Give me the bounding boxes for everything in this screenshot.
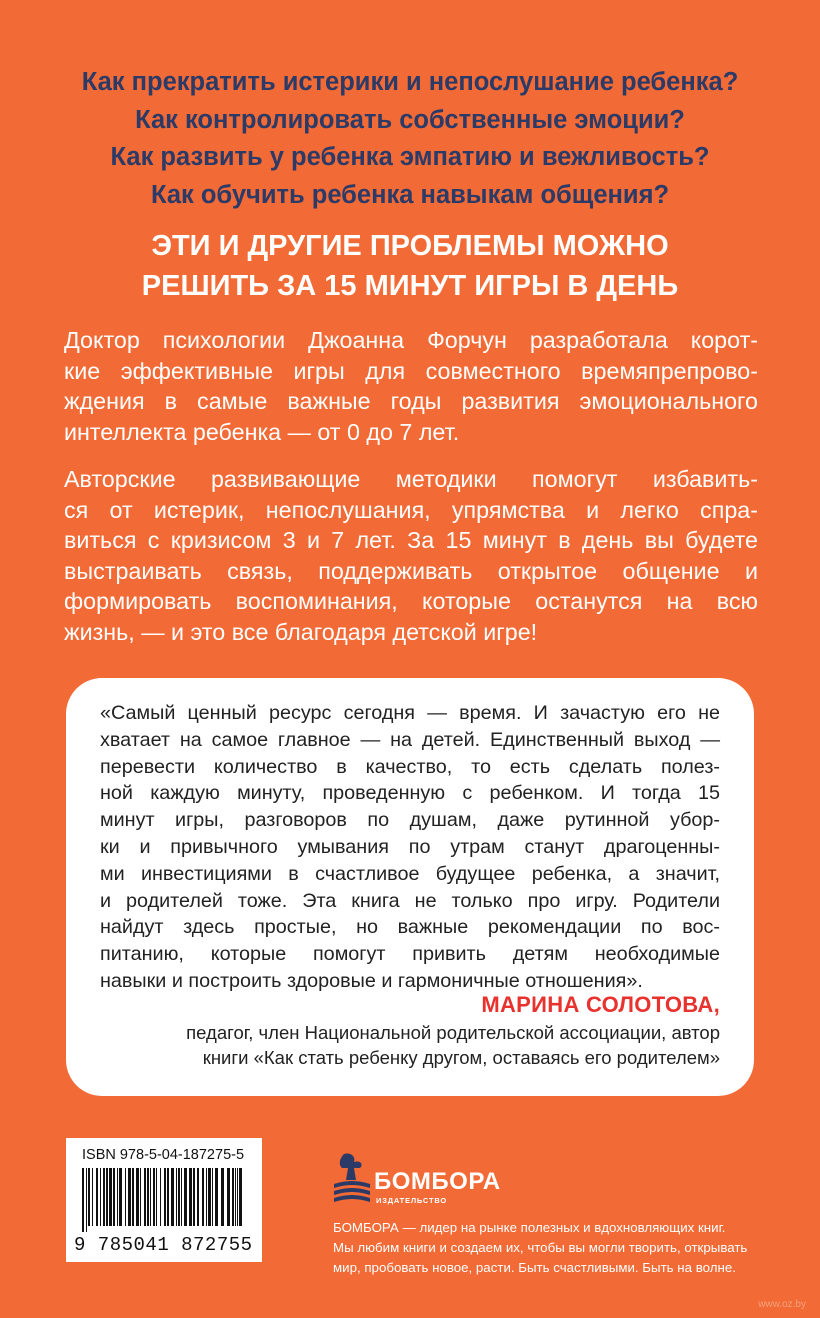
quote-line: ной каждую минуту, проведенную с ребенком. И тогда 15 bbox=[100, 782, 720, 805]
barcode-bar bbox=[206, 1168, 207, 1226]
barcode-bar bbox=[221, 1168, 224, 1226]
barcode-bar bbox=[109, 1168, 112, 1226]
quote-line: и родителей тоже. Эта книга не только про игру. Родители bbox=[100, 889, 720, 912]
quote-author-role bbox=[80, 1020, 720, 1070]
publisher-logo bbox=[330, 1148, 550, 1208]
quote-line: ки и привычного умывания по утрам станут драгоценны- bbox=[100, 835, 720, 858]
paragraph-line: ждения в самые важные годы развития эмоционального bbox=[64, 388, 758, 415]
barcode-bar bbox=[189, 1168, 192, 1226]
barcode-bar bbox=[215, 1168, 218, 1226]
paragraph-line: интеллекта ребенка — от 0 до 7 лет. bbox=[64, 418, 460, 445]
paragraph-line: Доктор психологии Джоанна Форчун разработала корот- bbox=[64, 327, 758, 353]
headline-line: ЭТИ И ДРУГИЕ ПРОБЛЕМЫ МОЖНО bbox=[151, 230, 669, 262]
barcode-bar bbox=[235, 1168, 236, 1226]
barcode-bar bbox=[147, 1168, 149, 1226]
barcode-bar bbox=[197, 1168, 199, 1226]
barcode-bar bbox=[144, 1168, 146, 1226]
barcode-bar bbox=[181, 1168, 182, 1226]
ean-digits: 9 785041 872755 bbox=[74, 1234, 253, 1256]
barcode-bar bbox=[208, 1168, 211, 1226]
quote-line: «Самый ценный ресурс сегодня — время. И зачастую его не bbox=[100, 702, 720, 724]
barcode-bar bbox=[171, 1168, 174, 1226]
paragraph-line: выстраивать связь, поддерживать открытое общение и bbox=[64, 557, 758, 584]
barcode-bar bbox=[239, 1168, 242, 1226]
barcode-bar bbox=[125, 1168, 126, 1226]
barcode-bar bbox=[128, 1168, 131, 1226]
barcode-bar bbox=[86, 1168, 87, 1232]
barcode-bar bbox=[212, 1168, 213, 1226]
question-line: Как обучить ребенка навыкам общения? bbox=[150, 180, 670, 209]
barcode-bar bbox=[96, 1168, 98, 1226]
barcode-bar bbox=[232, 1168, 234, 1226]
paragraph-line: жизнь, — и это все благодаря детской игре! bbox=[64, 618, 538, 645]
paragraph-line: Авторские развивающие методики помогут избавить- bbox=[64, 466, 758, 492]
barcode-bar bbox=[132, 1168, 134, 1226]
publisher-logo-subtitle: ИЗДАТЕЛЬСТВО bbox=[376, 1196, 447, 1205]
isbn-number: ISBN 978-5-04-187275-5 bbox=[82, 1147, 245, 1163]
barcode-bar bbox=[156, 1168, 157, 1226]
barcode-bar bbox=[167, 1168, 169, 1226]
role-line: педагог, член Национальной родительской ассоциации, автор bbox=[186, 1022, 720, 1043]
publisher-description bbox=[333, 1218, 763, 1278]
barcode-bar bbox=[117, 1168, 118, 1226]
publisher-line: мир, пробовать новое, расти. Быть счастливыми. Быть на волне. bbox=[333, 1260, 736, 1275]
role-line: книги «Как стать ребенку другом, оставаясь его родителем» bbox=[202, 1047, 720, 1068]
barcode-box bbox=[66, 1138, 262, 1262]
questions-block bbox=[40, 64, 780, 214]
question-line: Как контролировать собственные эмоции? bbox=[135, 105, 685, 134]
description-paragraph-2 bbox=[64, 464, 758, 648]
barcode-bar bbox=[237, 1168, 238, 1226]
barcode-bar bbox=[136, 1168, 139, 1226]
quote-text bbox=[100, 700, 720, 995]
publisher-line: БОМБОРА — лидер на рынке полезных и вдохновляющих книг. bbox=[333, 1220, 726, 1235]
barcode-bar bbox=[113, 1168, 115, 1226]
barcode-bar bbox=[153, 1168, 155, 1226]
quote-author: МАРИНА СОЛОТОВА, bbox=[481, 992, 720, 1017]
quote-line: найдут здесь простые, но важные рекомендации по вос- bbox=[100, 916, 720, 939]
barcode-bar bbox=[227, 1168, 230, 1226]
barcode-bar bbox=[150, 1168, 151, 1226]
barcode-bar bbox=[106, 1168, 108, 1226]
barcode-bar bbox=[88, 1168, 90, 1226]
quote-line: хватает на самое главное — на детей. Единственный выход — bbox=[100, 728, 720, 751]
barcode-bar bbox=[119, 1168, 122, 1226]
barcode-bar bbox=[140, 1168, 141, 1226]
bombora-logo-icon bbox=[330, 1150, 374, 1208]
quote-card bbox=[66, 678, 754, 1096]
paragraph-line: ся от истерик, непослушания, упрямства и легко спра- bbox=[64, 496, 758, 523]
publisher-logo-name: БОМБОРА bbox=[374, 1168, 501, 1195]
quote-line: минут игры, разговоров по душам, даже рутинной убор- bbox=[100, 809, 720, 832]
barcode-bar bbox=[184, 1168, 187, 1226]
question-line: Как развить у ребенка эмпатию и вежливость? bbox=[110, 143, 710, 171]
barcode-bar bbox=[100, 1168, 101, 1226]
barcode-bar bbox=[176, 1168, 177, 1226]
description-paragraph-1 bbox=[64, 325, 758, 447]
quote-line: перевести количество в качество, то есть сделать полез- bbox=[100, 755, 720, 778]
barcode-bar bbox=[193, 1168, 195, 1226]
headline-line: РЕШИТЬ ЗА 15 МИНУТ ИГРЫ В ДЕНЬ bbox=[141, 270, 679, 302]
paragraph-line: виться с кризисом 3 и 7 лет. За 15 минут в день вы будете bbox=[64, 527, 758, 554]
publisher-line: Мы любим книги и создаем их, чтобы вы могли творить, открывать bbox=[333, 1240, 748, 1255]
paragraph-line: формировать воспоминания, которые останутся на всю bbox=[64, 588, 758, 615]
headline bbox=[40, 226, 780, 306]
quote-line: навыки и построить здоровые и гармоничные отношения». bbox=[100, 969, 643, 992]
barcode-icon bbox=[80, 1168, 248, 1232]
barcode-bar bbox=[103, 1168, 105, 1226]
barcode-bar bbox=[178, 1168, 180, 1226]
paragraph-line: кие эффективные игры для совместного времяпрепрово- bbox=[64, 357, 758, 384]
barcode-bar bbox=[92, 1168, 93, 1226]
barcode-bar bbox=[160, 1168, 161, 1226]
quote-line: питанию, которые помогут привить детям необходимые bbox=[100, 943, 720, 966]
quote-line: ми инвестициями в счастливое будущее ребенка, а значит, bbox=[100, 862, 720, 885]
question-line: Как прекратить истерики и непослушание ребенка? bbox=[81, 68, 739, 96]
barcode-bar bbox=[82, 1168, 84, 1232]
barcode-bar bbox=[164, 1168, 166, 1226]
watermark: www.oz.by bbox=[758, 1299, 806, 1310]
barcode-bar bbox=[202, 1168, 204, 1226]
